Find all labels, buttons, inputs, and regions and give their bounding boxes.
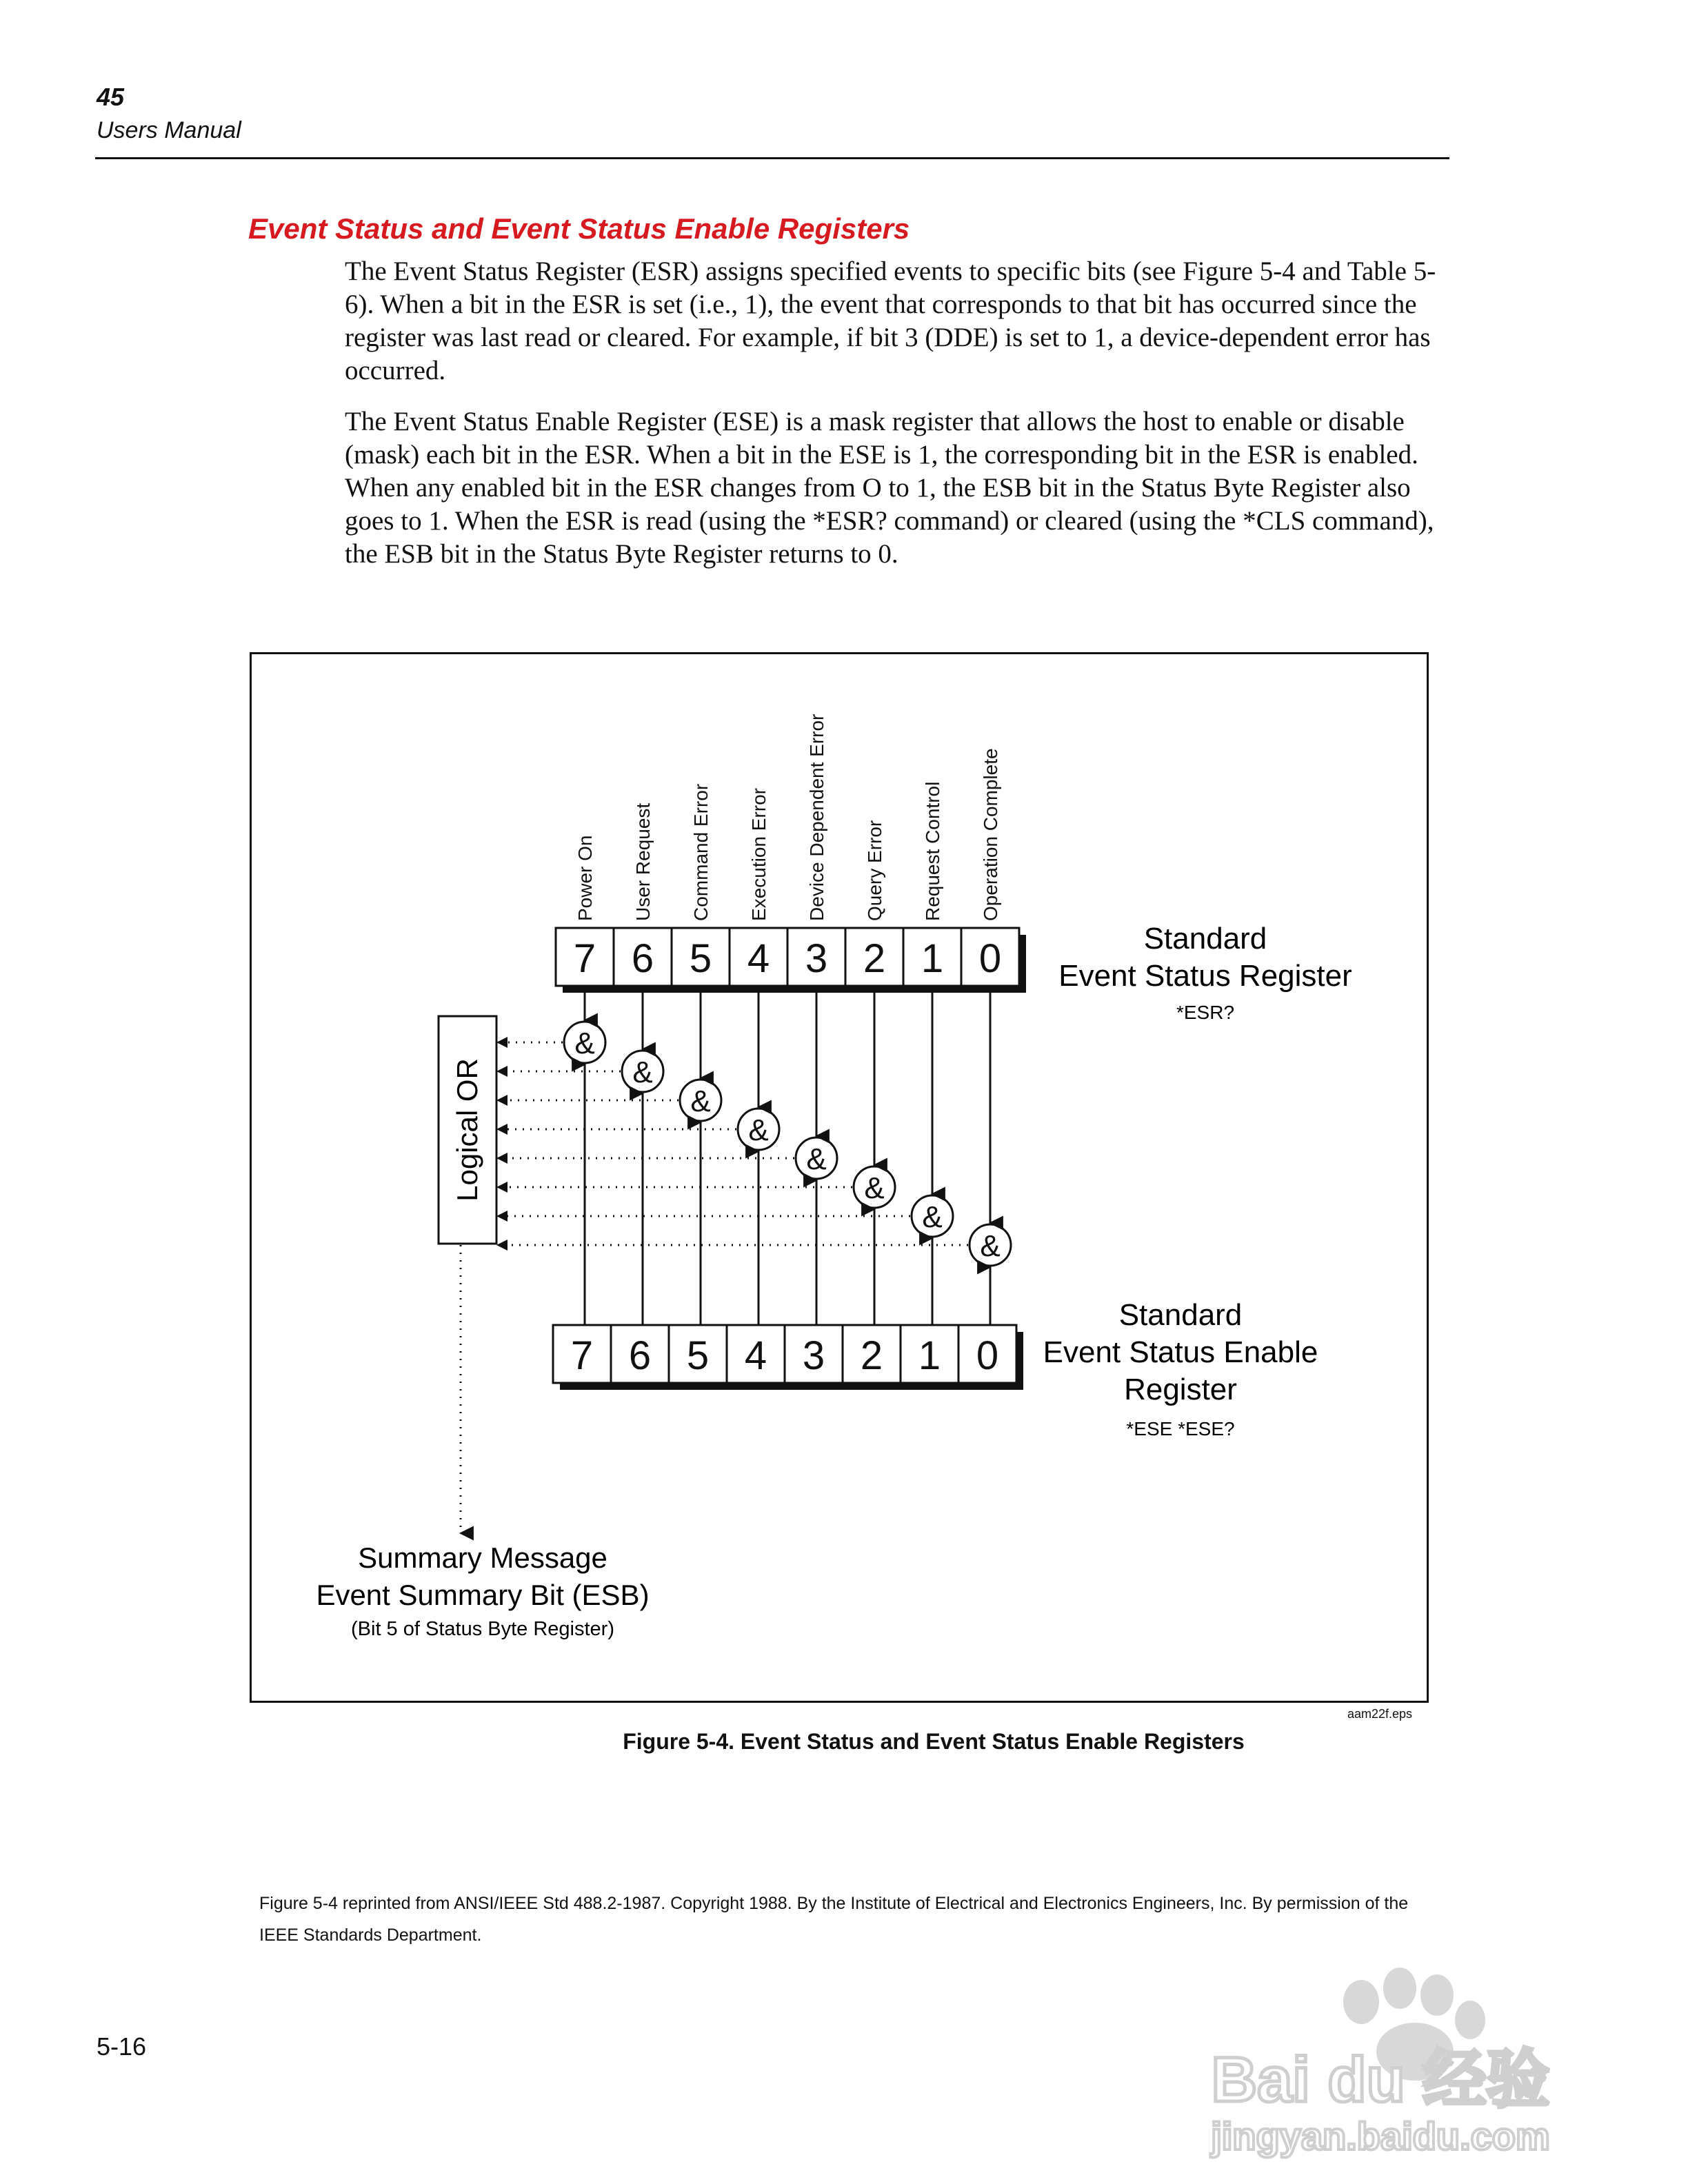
ese-commands-label: *ESE *ESE?: [1126, 1418, 1235, 1439]
watermark-url: jingyan.baidu.com: [1211, 2114, 1550, 2158]
ese-bit-5: 5: [686, 1333, 710, 1378]
baidu-watermark: [1180, 1943, 1580, 2170]
bit-label: Command Error: [690, 783, 712, 921]
ese-bit-7: 7: [570, 1333, 594, 1378]
bit-label: Query Error: [864, 820, 885, 921]
header-rule: [95, 157, 1449, 159]
or-input-arrowhead: [496, 1182, 508, 1193]
esr-query-label: *ESR?: [1176, 1002, 1235, 1023]
header-page-number: 45: [97, 83, 125, 111]
ese-bit-3: 3: [802, 1333, 825, 1378]
and-symbol: &: [574, 1027, 595, 1060]
or-input-arrowhead: [496, 1240, 508, 1251]
bit-label: Execution Error: [748, 788, 770, 921]
esr-bit-3: 3: [805, 936, 828, 981]
section-title: Event Status and Event Status Enable Registers: [248, 212, 910, 245]
watermark-brand: Bai du 经验: [1211, 2045, 1550, 2115]
paragraph-ese: The Event Status Enable Register (ESE) is a mask register that allows the host to enable or disable (mask) each bit in the ESR. When a bit in the ESE is 1, the corresponding bit in the ESR is enabled. When any enabled bit in the ESR changes from O to 1, the ESB bit in the Status Byte Register also goes to 1. When the ESR is read (using the *ESR? command) or cleared (using the *CLS command), the ESB bit in the Status Byte Register returns to 0.: [345, 407, 1434, 569]
or-input-arrowhead: [496, 1153, 508, 1164]
and-symbol: &: [922, 1200, 943, 1234]
esr-title-line1: Standard: [1143, 922, 1267, 956]
bit-label: Operation Complete: [980, 748, 1001, 921]
esr-bit-6: 6: [631, 936, 654, 981]
ese-bit-2: 2: [860, 1333, 883, 1378]
or-input-arrowhead: [496, 1124, 508, 1135]
and-symbol: &: [748, 1113, 769, 1147]
ese-bit-4: 4: [744, 1333, 767, 1378]
bit-label: Device Dependent Error: [806, 714, 827, 921]
and-symbol: &: [690, 1084, 711, 1118]
paragraph-esr: The Event Status Register (ESR) assigns specified events to specific bits (see Figure 5-4 and Table 5-6). When a bit in the ESR is set (i.e., 1), the event that corresponds to that bit has occurred since the register was last read or cleared. For example, if bit 3 (DDE) is set to 1, a device-dependent error has occurred.: [345, 256, 1436, 385]
header-manual-title: Users Manual: [97, 117, 241, 143]
footnote: Figure 5-4 reprinted from ANSI/IEEE Std 488.2-1987. Copyright 1988. By the Institute of Electrical and Electronics Engineers, Inc. By permission of the IEEE Standards Department.: [259, 1894, 1409, 1945]
esr-title-line2: Event Status Register: [1058, 959, 1352, 993]
or-input-arrowhead: [496, 1037, 508, 1048]
register-diagram: [250, 652, 1429, 1703]
summary-line3: (Bit 5 of Status Byte Register): [351, 1618, 614, 1640]
esr-bit-2: 2: [863, 936, 886, 981]
or-input-arrowhead: [496, 1066, 508, 1077]
footer-page-number: 5-16: [97, 2032, 147, 2061]
summary-line1: Summary Message: [358, 1541, 607, 1574]
bit-label: Power On: [574, 835, 596, 921]
ese-title-line2: Event Status Enable: [1043, 1335, 1318, 1369]
ese-bit-1: 1: [918, 1333, 941, 1378]
and-symbol: &: [632, 1055, 653, 1089]
esr-bit-1: 1: [921, 936, 944, 981]
logical-or-label: Logical OR: [451, 1058, 483, 1202]
ese-title-line3: Register: [1124, 1373, 1237, 1406]
ese-title-line1: Standard: [1118, 1298, 1243, 1332]
or-input-arrowhead: [496, 1095, 508, 1106]
and-symbol: &: [864, 1171, 885, 1205]
and-symbol: &: [980, 1229, 1001, 1263]
or-input-arrowhead: [496, 1211, 508, 1222]
ese-bit-6: 6: [628, 1333, 652, 1378]
esr-bit-5: 5: [689, 936, 712, 981]
bit-label: User Request: [632, 802, 654, 921]
summary-line2: Event Summary Bit (ESB): [316, 1579, 650, 1611]
and-symbol: &: [806, 1142, 827, 1176]
figure-caption: Figure 5-4. Event Status and Event Status Enable Registers: [623, 1729, 1245, 1754]
bit-label: Request Control: [922, 781, 943, 921]
ese-bit-0: 0: [976, 1333, 999, 1378]
esr-bit-0: 0: [978, 936, 1002, 981]
figure-file-label: aam22f.eps: [1347, 1707, 1413, 1721]
esr-bit-4: 4: [747, 936, 770, 981]
esr-bit-7: 7: [573, 936, 596, 981]
